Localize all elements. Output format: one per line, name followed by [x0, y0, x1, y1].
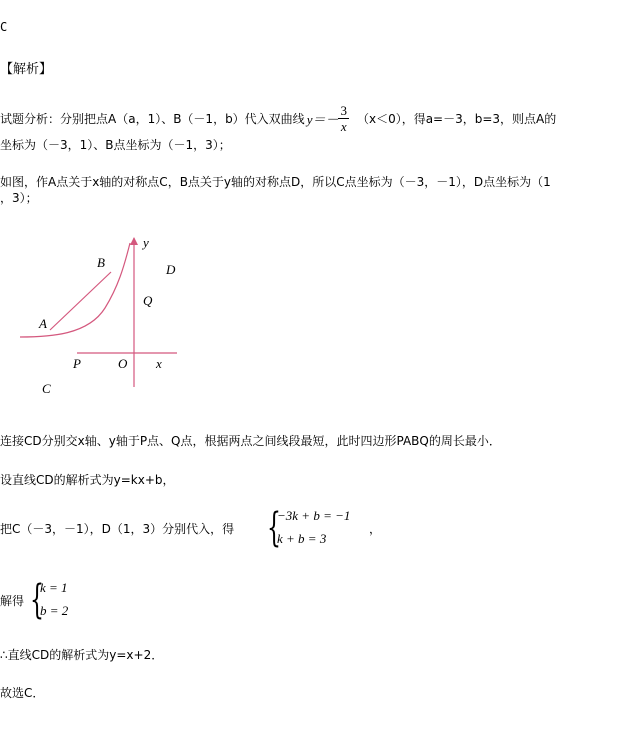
fraction-denominator: x: [340, 118, 347, 134]
hyperbola-formula-lhs: y＝－: [306, 111, 339, 127]
analysis-paragraph-3: 连接CD分别交x轴、y轴于P点、Q点，根据两点之间线段最短，此时四边形PABQ的周长最小．: [0, 434, 501, 448]
point-p-label: P: [73, 356, 81, 371]
y-axis-label: y: [143, 235, 149, 250]
system-equation-2: k + b = 3: [277, 531, 327, 546]
system-trailing-comma: ，: [369, 522, 382, 536]
analysis-paragraph-8: 故选C．: [0, 686, 45, 700]
coordinate-figure: [0, 225, 200, 405]
x-axis-label: x: [156, 356, 162, 371]
point-a-label: A: [39, 316, 47, 331]
hyperbola-fraction: [338, 103, 349, 134]
analysis-paragraph-1-line-1: [0, 100, 556, 136]
solution-system: [30, 577, 100, 623]
paragraph-1-text-b: （x＜0），得a=－3，b=3，则点A的: [356, 111, 557, 126]
point-c-label: C: [42, 381, 51, 396]
analysis-paragraph-5-text: 把C（－3，－1），D（1，3）分别代入，得: [0, 522, 235, 536]
analysis-paragraph-2-line-1: 如图，作A点关于x轴的对称点C，B点关于y轴的对称点D，所以C点坐标为（－3，－1），D点坐标为（1: [0, 175, 551, 189]
analysis-paragraph-6-text: 解得: [0, 594, 25, 608]
answer-letter: C: [0, 20, 8, 34]
origin-label: O: [118, 356, 128, 371]
solution-equation-2: b = 2: [40, 603, 69, 618]
analysis-paragraph-4: 设直线CD的解析式为y=kx+b，: [0, 473, 175, 487]
point-b-label: B: [97, 255, 105, 270]
analysis-paragraph-1-line-2: 坐标为（－3，1）、B点坐标为（－1，3）；: [0, 138, 231, 152]
substitution-system: [267, 505, 367, 551]
segment-ab: [50, 272, 111, 330]
paragraph-1-text-a: 试题分析：分别把点A（a，1）、B（－1，b）代入双曲线: [0, 111, 305, 126]
point-d-label: D: [166, 262, 176, 277]
hyperbola-curve: [20, 243, 130, 337]
solution-brace: {: [30, 577, 44, 623]
solution-equation-1: k = 1: [40, 580, 68, 595]
fraction-numerator: 3: [340, 102, 347, 118]
system-equation-1: −3k + b = −1: [277, 508, 351, 523]
system-brace: {: [267, 505, 281, 551]
analysis-paragraph-2-line-2: ，3）；: [0, 191, 38, 205]
analysis-header: 【解析】: [0, 62, 53, 77]
point-q-label: Q: [143, 293, 153, 308]
analysis-paragraph-7: ∴直线CD的解析式为y=x+2．: [0, 648, 164, 662]
